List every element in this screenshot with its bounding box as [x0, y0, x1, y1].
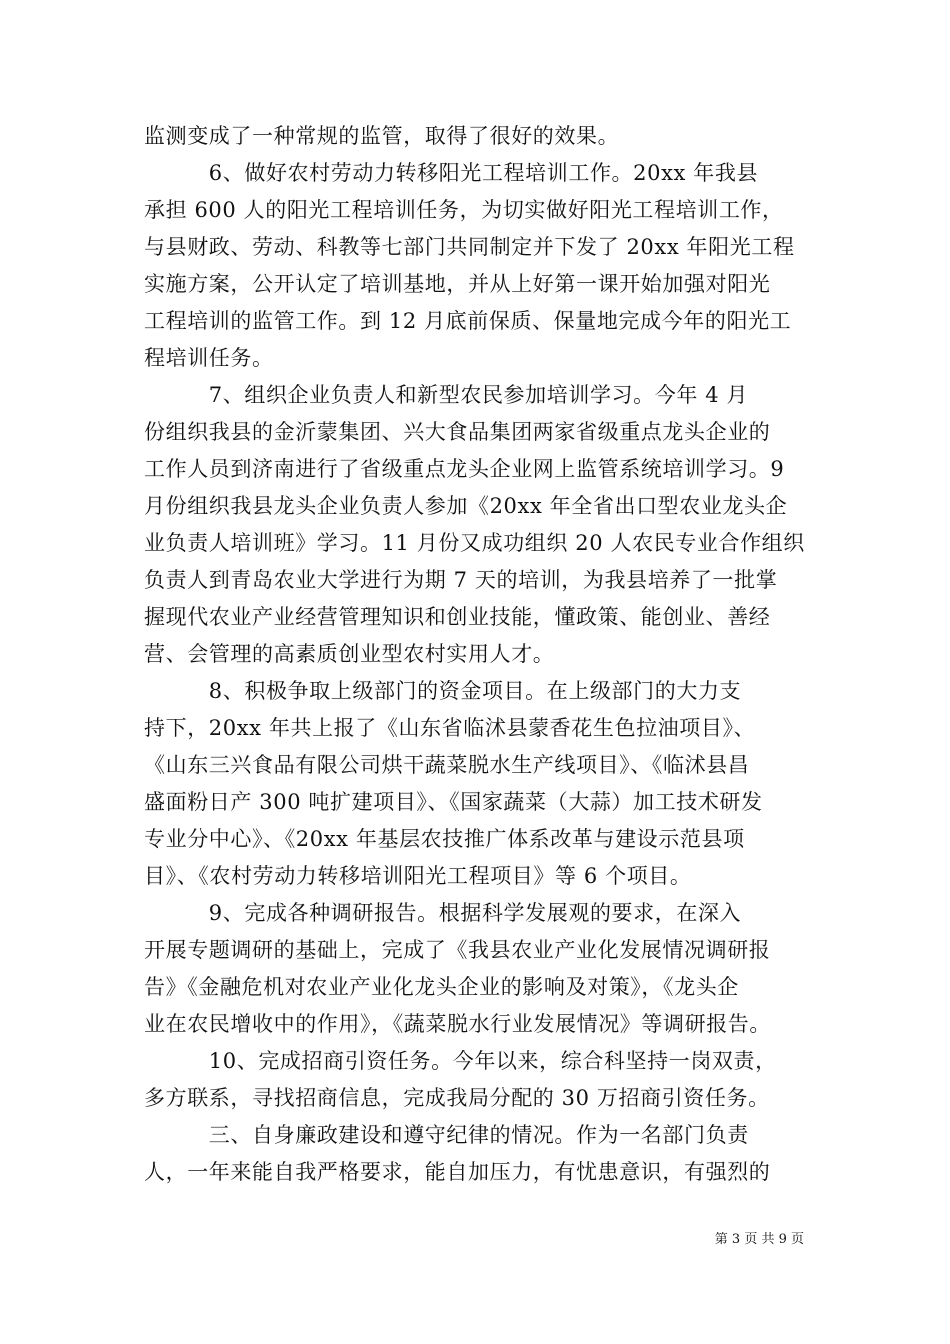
text-line: 多方联系，寻找招商信息，完成我局分配的 30 万招商引资任务。 [144, 1086, 770, 1110]
text-line: 监测变成了一种常规的监管，取得了很好的效果。 [144, 124, 620, 148]
text-line: 握现代农业产业经营管理知识和创业技能，懂政策、能创业、善经 [144, 605, 771, 629]
text-line: 告》《金融危机对农业产业化龙头企业的影响及对策》，《龙头企 [144, 975, 739, 999]
text-line: 盛面粉日产 300 吨扩建项目》、《国家蔬菜（大蒜）加工技术研发 [144, 790, 763, 814]
page-number-footer: 第 3 页 共 9 页 [714, 1232, 804, 1247]
text-line: 业负责人培训班》学习。11 月份又成功组织 20 人农民专业合作组织 [144, 531, 805, 555]
text-line: 9、完成各种调研报告。根据科学发展观的要求，在深入 [144, 901, 742, 925]
text-line: 营、会管理的高素质创业型农村实用人才。 [144, 642, 555, 666]
text-line: 三、自身廉政建设和遵守纪律的情况。作为一名部门负责 [144, 1123, 749, 1147]
text-line: 月份组织我县龙头企业负责人参加《20xx 年全省出口型农业龙头企 [144, 494, 788, 518]
text-line: 程培训任务。 [144, 346, 274, 370]
text-line: 目》、《农村劳动力转移培训阳光工程项目》等 6 个项目。 [144, 864, 692, 888]
text-line: 专业分中心》、《20xx 年基层农技推广体系改革与建设示范县项 [144, 827, 745, 851]
text-line: 份组织我县的金沂蒙集团、兴大食品集团两家省级重点龙头企业的 [144, 420, 771, 444]
text-line: 《山东三兴食品有限公司烘干蔬菜脱水生产线项目》、《临沭县昌 [144, 753, 750, 777]
text-line: 实施方案，公开认定了培训基地，并从上好第一课开始加强对阳光 [144, 272, 771, 296]
text-line: 8、积极争取上级部门的资金项目。在上级部门的大力支 [144, 679, 742, 703]
text-line: 7、组织企业负责人和新型农民参加培训学习。今年 4 月 [144, 383, 749, 407]
text-line: 人，一年来能自我严格要求，能自加压力，有忧患意识，有强烈的 [144, 1160, 771, 1184]
text-line: 承担 600 人的阳光工程培训任务，为切实做好阳光工程培训工作， [144, 198, 784, 222]
text-line: 工程培训的监管工作。到 12 月底前保质、保量地完成今年的阳光工 [144, 309, 792, 333]
text-line: 10、完成招商引资任务。今年以来，综合科坚持一岗双责， [144, 1049, 777, 1073]
text-line: 业在农民增收中的作用》，《蔬菜脱水行业发展情况》等调研报告。 [144, 1012, 771, 1036]
text-line: 负责人到青岛农业大学进行为期 7 天的培训，为我县培养了一批掌 [144, 568, 778, 592]
text-line: 工作人员到济南进行了省级重点龙头企业网上监管系统培训学习。9 [144, 457, 785, 481]
text-line: 6、做好农村劳动力转移阳光工程培训工作。20xx 年我县 [144, 161, 759, 185]
document-body [144, 118, 824, 1191]
text-line: 开展专题调研的基础上，完成了《我县农业产业化发展情况调研报 [144, 938, 771, 962]
text-line: 与县财政、劳动、科教等七部门共同制定并下发了 20xx 年阳光工程 [144, 235, 795, 259]
text-line: 持下，20xx 年共上报了《山东省临沭县蒙香花生色拉油项目》、 [144, 716, 756, 740]
